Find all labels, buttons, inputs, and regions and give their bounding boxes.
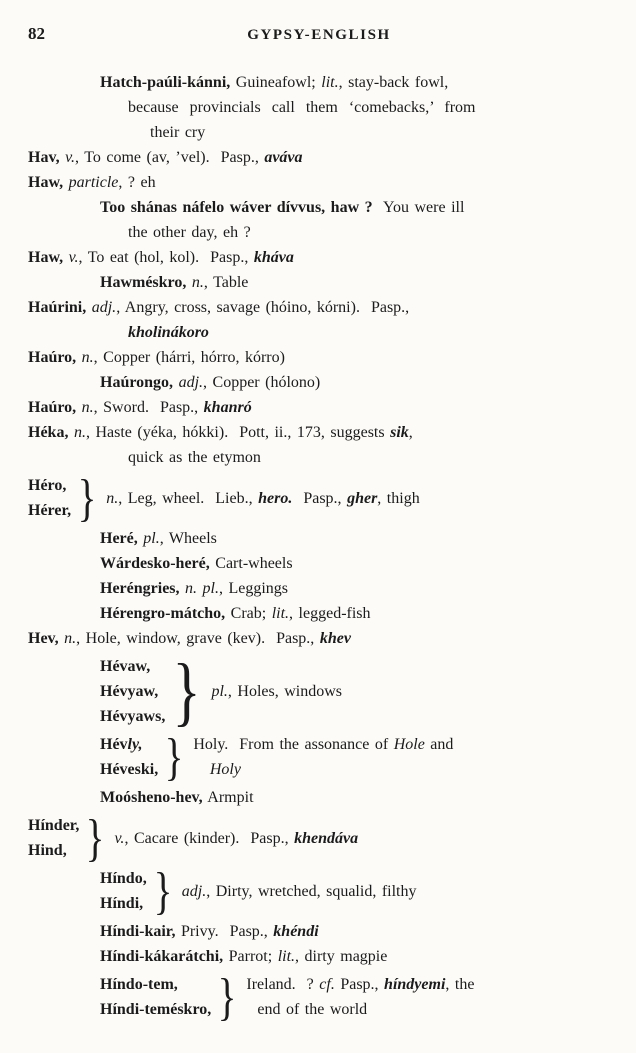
text-segment: aváva	[264, 149, 303, 166]
brace-right-column	[182, 879, 417, 904]
text-segment: adj.	[178, 374, 204, 391]
text-segment: their cry	[150, 124, 206, 141]
definition-line	[115, 826, 359, 851]
text-segment: Hind,	[28, 842, 67, 859]
text-segment: Holy. From the assonance of	[193, 736, 394, 753]
entry-line	[28, 785, 610, 810]
text-segment: khendáva	[294, 829, 359, 847]
text-segment: and	[424, 736, 454, 753]
text-segment: , Holes, windows	[227, 683, 343, 700]
text-segment: Híndi,	[100, 895, 144, 912]
text-segment: Hev,	[28, 630, 59, 647]
text-segment: Híndo,	[100, 870, 147, 887]
text-segment: , ? eh	[118, 174, 156, 191]
entry-line	[28, 445, 610, 470]
text-segment: ,	[408, 424, 413, 441]
entry-line	[28, 944, 610, 969]
text-segment: , To come (av, ’vel). Pasp.,	[74, 149, 265, 166]
definition-line	[193, 732, 453, 757]
definition-line	[246, 997, 474, 1022]
text-segment: n.	[73, 424, 86, 441]
text-segment: Privy. Pasp.,	[175, 923, 274, 940]
text-segment: You were ill	[372, 199, 465, 216]
text-segment: end of the world	[246, 1001, 368, 1018]
brace-left-column	[100, 732, 158, 782]
entry-line	[28, 195, 610, 220]
headword-line	[100, 704, 165, 729]
entry-line	[28, 601, 610, 626]
text-segment: Cart-wheels	[209, 555, 293, 572]
headword-line	[28, 473, 71, 498]
brace-entry-group	[28, 648, 610, 734]
text-segment: ly,	[127, 736, 143, 753]
text-segment: hero.	[258, 489, 293, 507]
text-segment: Hawméskro,	[100, 274, 187, 291]
text-segment: Híndi-kair,	[100, 923, 176, 940]
brace-right-column	[106, 486, 420, 511]
text-segment: Héro,	[28, 477, 67, 494]
text-segment: Híndi-kákarátchi,	[100, 948, 224, 965]
headword-line	[100, 997, 211, 1022]
brace-entry-group	[28, 861, 610, 919]
text-segment: , Angry, cross, savage (hóino, kórni). Pasp.,	[116, 299, 410, 316]
text-segment: Hévyaws,	[100, 708, 166, 725]
text-segment: kháva	[253, 249, 294, 266]
text-segment: , Haste (yéka, hókki). Pott, ii., 173, suggests	[85, 424, 391, 441]
brace-entry-group	[28, 468, 610, 526]
brace-right-column	[211, 679, 342, 704]
headword-line	[28, 498, 71, 523]
text-segment: , Copper (hárri, hórro, kórro)	[93, 349, 285, 366]
headword-line	[100, 732, 158, 757]
text-segment: gher	[347, 489, 378, 507]
entry-line	[28, 95, 610, 120]
text-segment: pl.	[211, 683, 228, 700]
text-segment: Hínder,	[28, 817, 80, 834]
text-segment: Haúrini,	[28, 299, 87, 316]
brace-glyph: }	[217, 967, 237, 1025]
text-segment: khev	[319, 630, 351, 647]
text-segment: n.	[64, 630, 77, 647]
brace-left-column	[100, 866, 147, 916]
entry-line	[28, 270, 610, 295]
text-segment: Haw,	[28, 249, 64, 266]
text-segment: , Wheels	[159, 530, 217, 547]
text-segment: Guineafowl;	[230, 74, 322, 91]
text-segment: Héka,	[28, 424, 69, 441]
page-number: 82	[28, 24, 45, 43]
text-segment: n.	[81, 349, 94, 366]
headword-line	[100, 757, 158, 782]
text-segment: kholinákoro	[128, 324, 209, 341]
text-segment: , dirty magpie	[295, 948, 388, 965]
text-segment: , Leggings	[218, 580, 289, 597]
text-segment: v.	[65, 149, 75, 166]
text-segment: , legged-fish	[289, 605, 371, 622]
text-segment: Hav,	[28, 149, 60, 166]
brace-left-column	[100, 654, 165, 729]
text-segment: n.	[191, 274, 204, 291]
text-segment: particle	[68, 174, 119, 191]
text-segment: Heré,	[100, 530, 138, 547]
entry-line	[28, 576, 610, 601]
text-segment: sik	[390, 424, 409, 441]
entry-line	[28, 145, 610, 170]
headword-line	[100, 891, 147, 916]
text-segment: because provincials call them ‘comebacks,’ from	[128, 99, 476, 116]
text-segment: , thigh	[377, 489, 420, 507]
text-segment: Hérengro-mátcho,	[100, 605, 226, 622]
text-segment: híndyemi	[384, 976, 446, 993]
brace-glyph: }	[77, 468, 97, 526]
entry-line	[28, 120, 610, 145]
entry-line	[28, 245, 610, 270]
brace-left-column	[28, 473, 71, 523]
text-segment: Hatch-paúli-kánni,	[100, 74, 231, 91]
entry-line	[28, 170, 610, 195]
page-header	[28, 24, 610, 44]
text-segment: pl.	[143, 530, 160, 547]
brace-glyph: }	[86, 808, 105, 866]
text-segment: Híndi-teméskro,	[100, 1001, 212, 1018]
text-segment: Too shánas náfelo wáver dívvus, haw ?	[100, 199, 373, 216]
text-segment: Crab;	[225, 605, 272, 622]
brace-entry-group	[28, 727, 610, 785]
entry-line	[28, 320, 610, 345]
text-segment: n.	[106, 489, 119, 507]
text-segment: Heréngries,	[100, 580, 180, 597]
text-segment	[193, 761, 210, 778]
text-segment: Haúrongo,	[100, 374, 174, 391]
entry-line	[28, 70, 610, 95]
page-title: GYPSY-ENGLISH	[247, 27, 391, 43]
text-segment: Pasp.,	[292, 489, 348, 507]
entry-line	[28, 526, 610, 551]
text-segment: lit.	[321, 74, 339, 91]
text-segment: , Dirty, wretched, squalid, filthy	[206, 882, 417, 900]
text-segment: Holy	[209, 761, 241, 778]
text-segment: Armpit	[202, 789, 254, 806]
text-segment: Haúro,	[28, 349, 77, 366]
text-segment: v.	[114, 829, 125, 847]
text-segment: n. pl.	[185, 580, 219, 597]
text-segment: , Table	[203, 274, 249, 291]
text-segment: , Hole, window, grave (kev). Pasp.,	[76, 630, 320, 647]
brace-right-column	[115, 826, 359, 851]
definition-line	[193, 757, 453, 782]
entry-line	[28, 370, 610, 395]
definition-line	[246, 972, 474, 997]
text-segment: Moósheno-hev,	[100, 789, 203, 806]
text-segment: cf.	[319, 976, 335, 993]
text-segment: Wárdesko-heré,	[100, 555, 210, 572]
brace-entry-group	[28, 967, 610, 1025]
brace-glyph: }	[172, 648, 201, 734]
text-segment: quick as the etymon	[128, 449, 261, 466]
text-segment: Parrot;	[223, 948, 278, 965]
brace-right-column	[246, 972, 474, 1022]
entry-line	[28, 295, 610, 320]
headword-line	[100, 972, 211, 997]
text-segment: , stay-back fowl,	[338, 74, 449, 91]
text-segment: Ireland. ?	[246, 976, 320, 993]
headword-line	[28, 813, 79, 838]
text-segment: Haúro,	[28, 399, 77, 416]
headword-line	[28, 838, 79, 863]
entry-line	[28, 395, 610, 420]
headword-line	[100, 679, 165, 704]
entry-line	[28, 420, 610, 445]
text-segment: Haw,	[28, 174, 64, 191]
headword-line	[100, 866, 147, 891]
brace-right-column	[193, 732, 453, 782]
entry-line	[28, 919, 610, 944]
text-segment: khéndi	[273, 923, 319, 940]
headword-line	[100, 654, 165, 679]
text-segment: , Sword. Pasp.,	[93, 399, 204, 416]
text-segment: , Copper (hólono)	[203, 374, 321, 391]
entry-line	[28, 626, 610, 651]
text-segment: Hévaw,	[100, 658, 151, 675]
text-segment: adj.	[181, 882, 207, 900]
definition-line	[106, 486, 420, 511]
text-segment: Híndo-tem,	[100, 976, 178, 993]
entry-line	[28, 220, 610, 245]
text-segment: adj.	[91, 299, 117, 316]
text-segment: lit.	[277, 948, 296, 965]
text-segment: Héveski,	[100, 761, 159, 778]
brace-left-column	[28, 813, 79, 863]
brace-left-column	[100, 972, 211, 1022]
entry-line	[28, 345, 610, 370]
text-segment: Pasp.,	[334, 976, 385, 993]
brace-glyph: }	[164, 727, 184, 785]
text-segment: , Cacare (kinder). Pasp.,	[124, 829, 295, 847]
text-segment: lit.	[271, 605, 290, 622]
text-segment: Hole	[393, 736, 425, 753]
text-segment: , To eat (hol, kol). Pasp.,	[78, 249, 254, 266]
definition-line	[182, 879, 417, 904]
text-segment: the other day, eh ?	[128, 224, 251, 241]
text-segment: n.	[81, 399, 94, 416]
text-segment: , the	[445, 976, 475, 993]
entry-line	[28, 551, 610, 576]
text-segment: khanró	[203, 399, 252, 416]
brace-glyph: }	[153, 861, 173, 919]
text-segment: Hév	[100, 736, 128, 753]
definition-line	[211, 679, 342, 704]
text-segment: Hérer,	[28, 502, 72, 519]
text-segment: v.	[68, 249, 79, 266]
text-segment: , Leg, wheel. Lieb.,	[118, 489, 259, 507]
dictionary-body	[28, 70, 610, 1025]
brace-entry-group	[28, 808, 610, 866]
text-segment: Hévyaw,	[100, 683, 159, 700]
